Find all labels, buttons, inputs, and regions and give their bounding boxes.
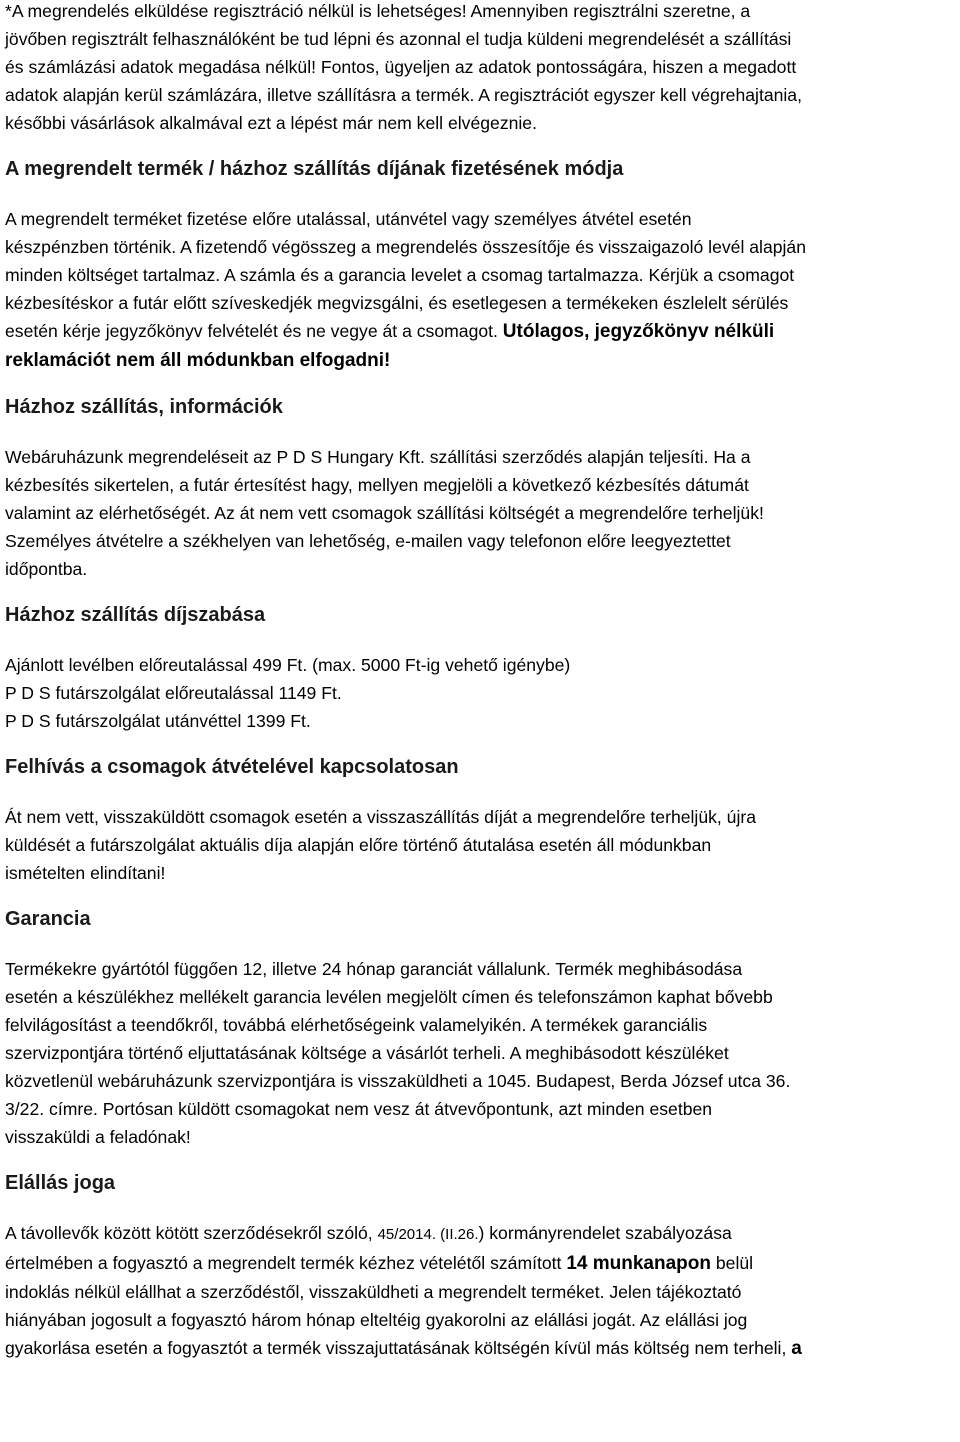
withdrawal-text-bold: a [791,1338,802,1359]
pickup-notice-line: ismételten elindítani! [5,863,166,883]
payment-line [5,346,957,375]
payment-line: A megrendelt terméket fizetése előre utalással, utánvétel vagy személyes átvétel esetén [5,209,692,229]
warranty-line: felvilágosítást a teendőkről, továbbá elérhetőségeink valamelyikén. A termékek garanciális [5,1015,708,1035]
delivery-info-line: valamint az elérhetőségét. Az át nem vett csomagok szállítási költségét a megrendelőre terheljük! [5,503,764,523]
warranty-line: Termékekre gyártótól függően 12, illetve 24 hónap garanciát vállalunk. Termék meghibásodása [5,959,743,979]
intro-line: jövőben regisztrált felhasználóként be tud lépni és azonnal el tudja küldeni megrendelését a szállítási [5,29,792,49]
payment-line: kézbesítéskor a futár előtt szíveskedjék megvizsgálni, és esetlegesen a termékeken észlelelt sérülés [5,293,789,313]
payment-warning: Utólagos, jegyzőkönyv nélküli [502,321,775,342]
warranty-line: szervizpontjára történő eljuttatásának költsége a vásárlót terheli. A meghibásodott készüléket [5,1043,729,1063]
withdrawal-heading: Elállás joga [5,1172,116,1194]
delivery-fees-heading: Házhoz szállítás díjszabása [5,604,266,626]
withdrawal-line: hiányában jogosult a fogyasztó három hónap elteltéig gyakorolni az elállási jogát. Az elállási jog [5,1310,748,1330]
delivery-info-line: kézbesítés sikertelen, a futár értesítést hagy, mellyen megjelöli a következő kézbesítés dátumát [5,475,749,495]
intro-paragraph [5,0,957,137]
payment-line: készpénzben történik. A fizetendő végösszeg a megrendelés összesítője és visszaigazoló levél alapján [5,237,806,257]
delivery-info-heading: Házhoz szállítás, információk [5,396,283,418]
payment-heading: A megrendelt termék / házhoz szállítás díjának fizetésének módja [5,158,624,180]
warranty-line: 3/22. címre. Portósan küldött csomagokat nem vesz át átvevőpontunk, azt minden esetben [5,1099,713,1119]
intro-line: adatok alapján kerül számlázára, illetve szállításra a termék. A regisztrációt egyszer kell végrehajtania, [5,85,802,105]
delivery-info-line: Webáruházunk megrendeléseit az P D S Hungary Kft. szállítási szerződés alapján teljesíti. Ha a [5,447,751,467]
warranty-heading: Garancia [5,908,91,930]
delivery-info-line: időpontba. [5,559,88,579]
pickup-notice-paragraph [5,803,957,887]
pickup-notice-line: küldését a futárszolgálat aktuális díja alapján előre történő átutalása esetén áll módunkban [5,835,712,855]
withdrawal-line: indoklás nélkül elállhat a szerződéstől, visszaküldheti a megrendelt terméket. Jelen tájékoztató [5,1282,742,1302]
warranty-line: közvetlenül webáruházunk szervizpontjára is visszaküldheti a 1045. Budapest, Berda József utca 36. [5,1071,791,1091]
payment-last-line-text: esetén kérje jegyzőkönyv felvételét és ne vegye át a csomagot. [5,321,503,341]
intro-line: és számlázási adatok megadása nélkül! Fontos, ügyeljen az adatok pontosságára, hiszen a megadott [5,57,797,77]
delivery-info-paragraph [5,443,957,583]
pickup-notice-heading: Felhívás a csomagok átvételével kapcsolatosan [5,756,459,778]
delivery-fee-item: P D S futárszolgálat előreutalással 1149 Ft. [5,683,342,703]
withdrawal-text: gyakorlása esetén a fogyasztót a termék visszajuttatásának költségén kívül más költség nem terheli, [5,1338,792,1358]
delivery-fee-item: P D S futárszolgálat utánvéttel 1399 Ft. [5,711,311,731]
warranty-line: visszaküldi a feladónak! [5,1127,191,1147]
withdrawal-text: értelmében a fogyasztó a megrendelt termék kézhez vételétől számított [5,1253,567,1273]
warranty-line: esetén a készülékhez mellékelt garancia levélen megjelölt címen és telefonszámon kaphat bővebb [5,987,773,1007]
payment-paragraph [5,205,957,375]
intro-line: későbbi vásárlások alkalmával ezt a lépést már nem kell elvégeznie. [5,113,537,133]
payment-line: minden költséget tartalmaz. A számla és a garancia levelet a csomag tartalmazza. Kérjük a csomagot [5,265,795,285]
withdrawal-text: belül [710,1253,754,1273]
withdrawal-line [5,1219,957,1249]
delivery-fee-item: Ajánlott levélben előreutalással 499 Ft. (max. 5000 Ft-ig vehető igénybe) [5,655,571,675]
withdrawal-deadline: 14 munkanapon [566,1253,711,1274]
withdrawal-paragraph [5,1219,957,1363]
withdrawal-text: A távollevők között kötött szerződésekről szóló, [5,1223,378,1243]
withdrawal-line [5,1249,957,1278]
intro-line: *A megrendelés elküldése regisztráció nélkül is lehetséges! Amennyiben regisztrálni szeretne, a [5,1,751,21]
decree-number: 45/2014. (II.26. [377,1226,479,1243]
payment-line [5,317,957,346]
withdrawal-text: ) kormányrendelet szabályozása [478,1223,732,1243]
withdrawal-line [5,1334,957,1363]
pickup-notice-line: Át nem vett, visszaküldött csomagok esetén a visszaszállítás díját a megrendelőre terheljük, újra [5,807,757,827]
payment-warning-continued: reklamációt nem áll módunkban elfogadni! [5,350,391,371]
document [5,0,957,1363]
delivery-fees-list [5,651,957,735]
delivery-info-line: Személyes átvételre a székhelyen van lehetőség, e-mailen vagy telefonon előre leegyeztettet [5,531,731,551]
warranty-paragraph [5,955,957,1151]
